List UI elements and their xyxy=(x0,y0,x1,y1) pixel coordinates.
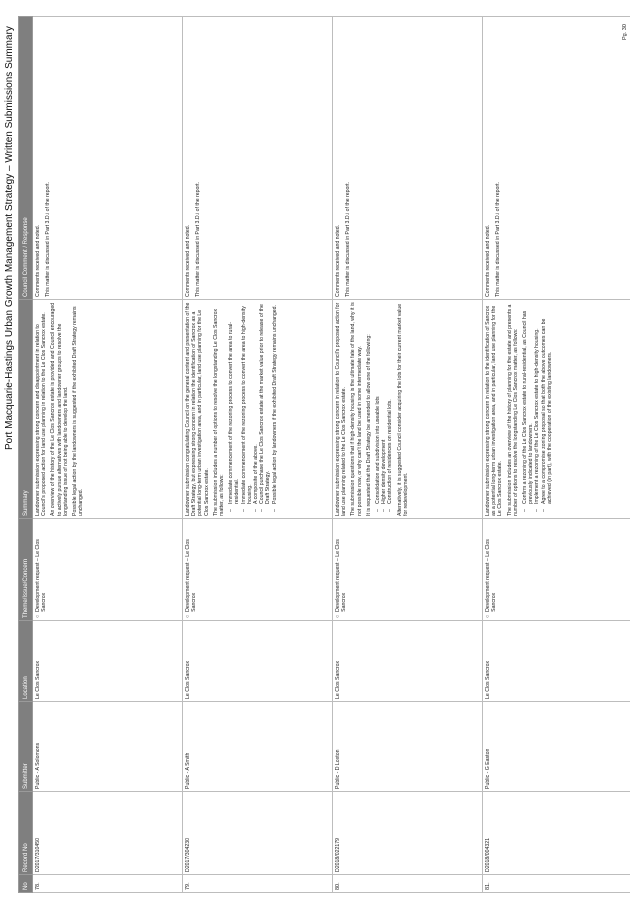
cell-theme xyxy=(33,519,183,621)
summary-list-item: – Implement a rezoning of the Le Clos Sancrox estate to high-density housing. xyxy=(534,302,540,504)
cell-summary xyxy=(483,300,630,519)
summary-paragraph: An overview of the history of the Le Clos Sancrox estate is provided and Council encouraged to actively pursue alternatives with landowners and landowner groups to resolve the longstanding issue of not being able to develop the land. xyxy=(50,302,69,516)
bullet-icon: ○ xyxy=(185,614,191,618)
header-record-no: Record No xyxy=(19,792,33,875)
summary-list-item: – Immediate commencement of the rezoning process to convert the area to rural-residential. xyxy=(228,302,240,504)
theme-text: Development request – Le Clos Sancrox xyxy=(185,539,198,612)
header-theme: Theme/Issue/Concern xyxy=(19,519,33,621)
table-row xyxy=(33,17,183,893)
cell-theme xyxy=(333,519,483,621)
summary-list-item: – Consolidation and subdivision into useable lots xyxy=(375,302,381,504)
summary-list xyxy=(228,302,278,516)
table-body xyxy=(33,17,630,893)
cell-summary xyxy=(183,300,333,519)
cell-theme xyxy=(183,519,333,621)
response-paragraph: This matter is discussed in Part 3.D.i of the report. xyxy=(495,181,502,297)
cell-record-no: D2017/310450 xyxy=(33,792,183,875)
theme-item xyxy=(485,521,497,618)
cell-record-no: D2018/022179 xyxy=(333,792,483,875)
theme-text: Development request – Le Clos Sancrox xyxy=(35,539,48,612)
cell-number: 80. xyxy=(333,875,483,893)
cell-record-no: D2018/004321 xyxy=(483,792,630,875)
theme-item xyxy=(35,521,47,618)
summary-list-item: – Construction of residences on residential lots. xyxy=(387,302,393,504)
cell-location: Le Clos Sancrox xyxy=(333,621,483,702)
summary-list-item: – A composite of the above. xyxy=(253,302,259,504)
submissions-table xyxy=(18,16,630,893)
bullet-icon: ○ xyxy=(485,614,491,618)
summary-paragraph: It is requested that the Draft Strategy be amended to allow one of the following: xyxy=(365,334,372,516)
summary-paragraph: Landowner submission expressing strong concern in relation to Council's proposed action for land use planning related to the Le Clos Sancrox estate. xyxy=(335,302,348,516)
response-paragraph: This matter is discussed in Part 3.D.i of the report. xyxy=(345,181,352,297)
cell-location: Le Clos Sancrox xyxy=(183,621,333,702)
cell-council-response xyxy=(483,17,630,300)
summary-list-item: – Agree to a compromise zoning proposal so that both the above outcomes can be achieved (in part), with the cooperation of the existing landowners. xyxy=(541,302,553,504)
theme-text: Development request – Le Clos Sancrox xyxy=(335,539,348,612)
header-submitter: Submitter xyxy=(19,702,33,792)
theme-text: Development request – Le Clos Sancrox xyxy=(485,539,498,612)
summary-paragraph: Alternatively, it is suggested Council consider acquiring the lots for their current market value for redevelopment. xyxy=(396,303,409,516)
cell-submitter: Public - A Smith xyxy=(183,702,333,792)
cell-council-response xyxy=(183,17,333,300)
cell-submitter: Public - G Easton xyxy=(483,702,630,792)
summary-list xyxy=(522,302,553,516)
summary-list xyxy=(375,302,394,516)
page-title: Port Macquarie-Hastings Urban Growth Management Strategy – Written Submissions Summary xyxy=(4,26,15,450)
bullet-icon: ○ xyxy=(35,614,41,618)
response-paragraph: This matter is discussed in Part 3.D.i of the report. xyxy=(195,181,202,297)
cell-theme xyxy=(483,519,630,621)
response-paragraph: This matter is discussed in Part 3.D.i of the report. xyxy=(45,181,52,297)
summary-paragraph: Landowner submission expressing strong concern in relation to the identification of Sancrox as a potential long-term urban investigation area, and in particular, land use planning for the Le Clos Sancrox estate. xyxy=(485,305,504,516)
summary-list-item: – Confirm a rezoning of the Le Clos Sancrox estate to rural-residential, as Council has previously indicated to landowners. xyxy=(522,302,534,504)
table-row xyxy=(183,17,333,893)
response-paragraph: Comments received and noted. xyxy=(485,224,491,297)
cell-summary xyxy=(333,300,483,519)
cell-number: 78. xyxy=(33,875,183,893)
cell-council-response xyxy=(33,17,183,300)
summary-paragraph: Possible legal action by the landowners is suggested if the exhibited Draft Strategy remains unchanged. xyxy=(72,306,85,516)
header-summary: Summary xyxy=(19,300,33,519)
summary-paragraph: Landowner submission congratulating Council on the general content and presentation of the Draft Strategy, but expressing strong concern in relation the identification of Sancrox as a potential long-term urban investigation area, and in particular, land use planning for the Le Clos Sancrox estate. xyxy=(185,302,210,516)
cell-number: 79. xyxy=(183,875,333,893)
theme-item xyxy=(335,521,347,618)
cell-submitter: Public - D Loxton xyxy=(333,702,483,792)
theme-item xyxy=(185,521,197,618)
summary-paragraph: Landowner submission expressing strong concern and disappointment in relation to Council's proposed action for land use planning in relation to the Le Clos Sancrox estate. xyxy=(35,312,48,516)
summary-list-item: – Council purchase the Le Clos Sancrox estate at the market value prior to release of the Draft Strategy. xyxy=(259,302,271,504)
cell-submitter: Public - A Solomons xyxy=(33,702,183,792)
summary-paragraph: The submission includes a number of options to resolve the longstanding Le Clos Sancrox matter, as follows: xyxy=(212,308,226,516)
summary-list-item: – Higher density development xyxy=(381,302,387,504)
response-paragraph: Comments received and noted. xyxy=(35,224,41,297)
cell-location: Le Clos Sancrox xyxy=(483,621,630,702)
response-paragraph: Comments received and noted. xyxy=(335,224,341,297)
response-paragraph: Comments received and noted. xyxy=(185,224,191,297)
cell-number: 81. xyxy=(483,875,630,893)
summary-paragraph: The submission questions that if high-density housing is the ultimate fate of the land, why it is not possible now, or why can't the land be used in some intermediate way. xyxy=(350,302,363,516)
table-row xyxy=(333,17,483,893)
table-header xyxy=(19,17,33,893)
submissions-table-container xyxy=(18,17,620,893)
cell-council-response xyxy=(333,17,483,300)
summary-list-item: – Immediate commencement of the rezoning process to convert the area to high-density housing. xyxy=(241,302,253,504)
bullet-icon: ○ xyxy=(335,614,341,618)
header-no: No xyxy=(19,875,33,893)
page-number: Pg. 30 xyxy=(622,24,628,40)
table-row xyxy=(483,17,630,893)
header-council-response: Council Comment / Response xyxy=(19,17,33,300)
header-location: Location xyxy=(19,621,33,702)
summary-list-item: – Possible legal action by landowners if the exhibited Draft Strategy remains unchanged. xyxy=(272,302,278,504)
cell-summary xyxy=(33,300,183,519)
header-row xyxy=(19,17,33,893)
cell-record-no: D2017/304230 xyxy=(183,792,333,875)
cell-location: Le Clos Sancrox xyxy=(33,621,183,702)
summary-paragraph: The submission includes an overview of the history of planning for the estate and presents a number of options to resolve the longstanding Le Clos Sancrox matter, as follows: xyxy=(506,304,519,516)
